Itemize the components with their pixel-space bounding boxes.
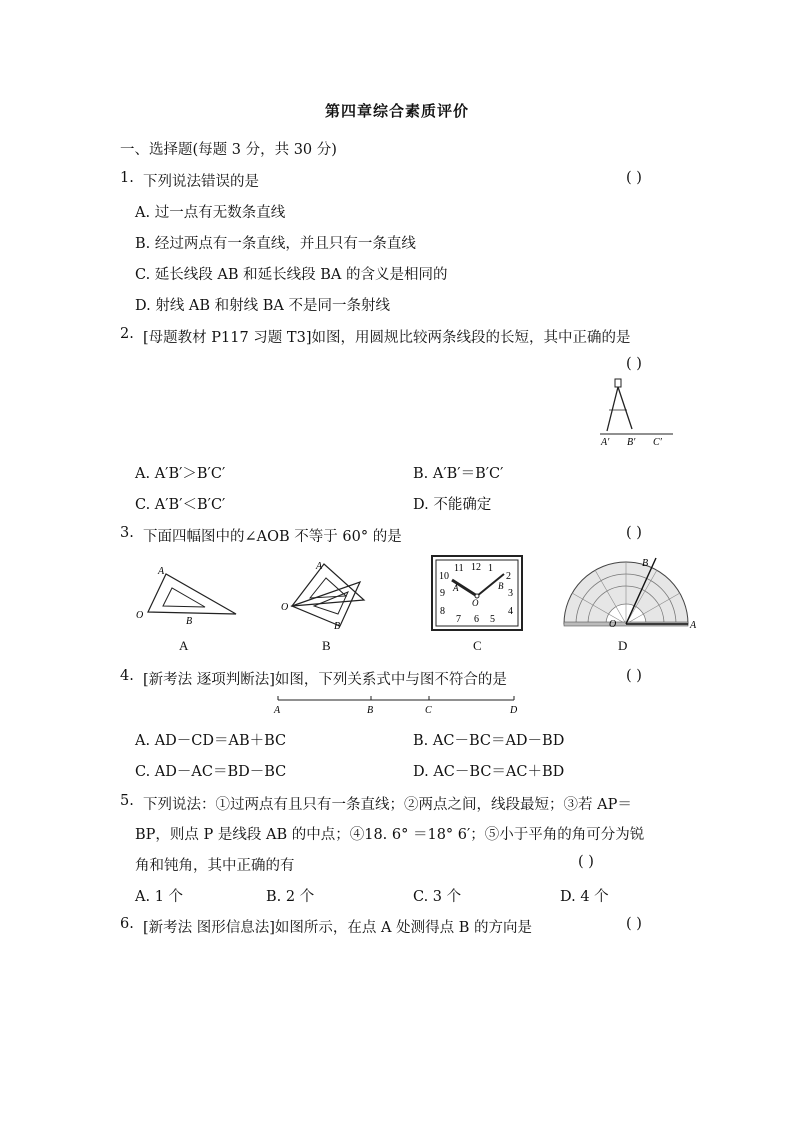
svg-text:5: 5 [490, 614, 495, 625]
q2-answer-bracket: ( ) [626, 356, 642, 372]
svg-text:12: 12 [471, 562, 481, 573]
svg-text:10: 10 [439, 571, 449, 582]
svg-text:O: O [136, 610, 144, 621]
q3-figure-c [430, 554, 524, 632]
svg-text:6: 6 [474, 614, 479, 625]
section-heading: 一、选择题(每题 3 分，共 30 分) [120, 142, 337, 158]
svg-text:O: O [609, 619, 617, 630]
q2-stem: [母题教材 P117 习题 T3]如图，用圆规比较两条线段的长短，其中正确的是 [143, 330, 631, 346]
svg-text:9: 9 [440, 588, 445, 599]
svg-text:B: B [334, 621, 341, 632]
q4-stem: [新考法 逐项判断法]如图，下列关系式中与图不符合的是 [143, 672, 507, 688]
svg-text:A: A [453, 583, 459, 593]
svg-text:O: O [281, 602, 289, 613]
q2-option-d: D. 不能确定 [413, 497, 492, 513]
q5-line-1: 下列说法：①过两点有且只有一条直线；②两点之间，线段最短；③若 AP＝ [143, 797, 632, 813]
q3-figure-d [560, 552, 700, 634]
q5-option-b: B. 2 个 [266, 889, 315, 905]
q4-option-a: A. AD－CD＝AB＋BC [135, 733, 287, 749]
q3-caption-d: D [618, 638, 628, 653]
svg-text:A: A [274, 705, 281, 716]
q2-label-a: A′ [601, 437, 610, 448]
q6-number: 6. [120, 916, 134, 932]
q5-line-3: 角和钝角，其中正确的有 [135, 858, 295, 874]
q4-number: 4. [120, 668, 134, 684]
q4-option-c: C. AD－AC＝BD－BC [135, 764, 287, 780]
q4-option-d: D. AC－BC＝AC＋BD [413, 764, 565, 780]
q3-answer-bracket: ( ) [626, 525, 642, 541]
svg-text:O: O [472, 598, 479, 608]
svg-text:11: 11 [454, 563, 464, 574]
q2-option-b: B. A′B′＝B′C′ [413, 466, 504, 482]
svg-text:B: B [367, 705, 374, 716]
q2-label-c: C′ [653, 437, 662, 448]
q3-figure-b [278, 556, 378, 636]
svg-text:8: 8 [440, 606, 445, 617]
q2-compass-figure [595, 376, 675, 448]
q2-label-b: B′ [627, 437, 636, 448]
svg-text:1: 1 [488, 563, 493, 574]
q5-number: 5. [120, 793, 134, 809]
svg-text:3: 3 [508, 588, 513, 599]
svg-text:4: 4 [508, 606, 513, 617]
q3-caption-b: B [322, 638, 331, 653]
svg-text:B: B [642, 558, 649, 569]
q5-option-c: C. 3 个 [413, 889, 462, 905]
svg-text:A: A [316, 561, 323, 572]
q6-stem: [新考法 图形信息法]如图所示，在点 A 处测得点 B 的方向是 [143, 920, 532, 936]
q1-stem: 下列说法错误的是 [143, 174, 259, 190]
q1-option-b: B. 经过两点有一条直线，并且只有一条直线 [135, 236, 416, 252]
q3-number: 3. [120, 525, 134, 541]
svg-text:B: B [498, 581, 504, 591]
svg-text:A: A [690, 620, 697, 631]
q1-option-a: A. 过一点有无数条直线 [135, 205, 286, 221]
svg-text:C: C [425, 705, 432, 716]
q2-option-c: C. A′B′＜B′C′ [135, 497, 226, 513]
q3-caption-c: C [473, 638, 482, 653]
q2-option-a: A. A′B′＞B′C′ [135, 466, 226, 482]
q5-option-d: D. 4 个 [560, 889, 609, 905]
q4-option-b: B. AC－BC＝AD－BD [413, 733, 565, 749]
svg-text:7: 7 [456, 614, 461, 625]
q4-answer-bracket: ( ) [626, 668, 642, 684]
q3-figure-a [130, 562, 242, 630]
svg-text:2: 2 [506, 571, 511, 582]
q4-segment-figure [270, 692, 530, 716]
q5-option-a: A. 1 个 [135, 889, 184, 905]
q5-line-2: BP，则点 P 是线段 AB 的中点；④18. 6° ＝18° 6′；⑤小于平角的角可分为锐 [135, 827, 645, 843]
svg-text:D: D [510, 705, 518, 716]
q3-caption-a: A [179, 638, 189, 653]
q5-answer-bracket: ( ) [578, 854, 594, 870]
svg-text:A: A [158, 566, 165, 577]
q1-option-c: C. 延长线段 AB 和延长线段 BA 的含义是相同的 [135, 267, 448, 283]
svg-text:B: B [186, 616, 193, 627]
q1-number: 1. [120, 170, 134, 186]
page-title: 第四章综合素质评价 [324, 102, 469, 120]
q2-number: 2. [120, 326, 134, 342]
q3-stem: 下面四幅图中的∠AOB 不等于 60° 的是 [143, 529, 402, 545]
q1-answer-bracket: ( ) [626, 170, 642, 186]
q1-option-d: D. 射线 AB 和射线 BA 不是同一条射线 [135, 298, 391, 314]
q6-answer-bracket: ( ) [626, 916, 642, 932]
